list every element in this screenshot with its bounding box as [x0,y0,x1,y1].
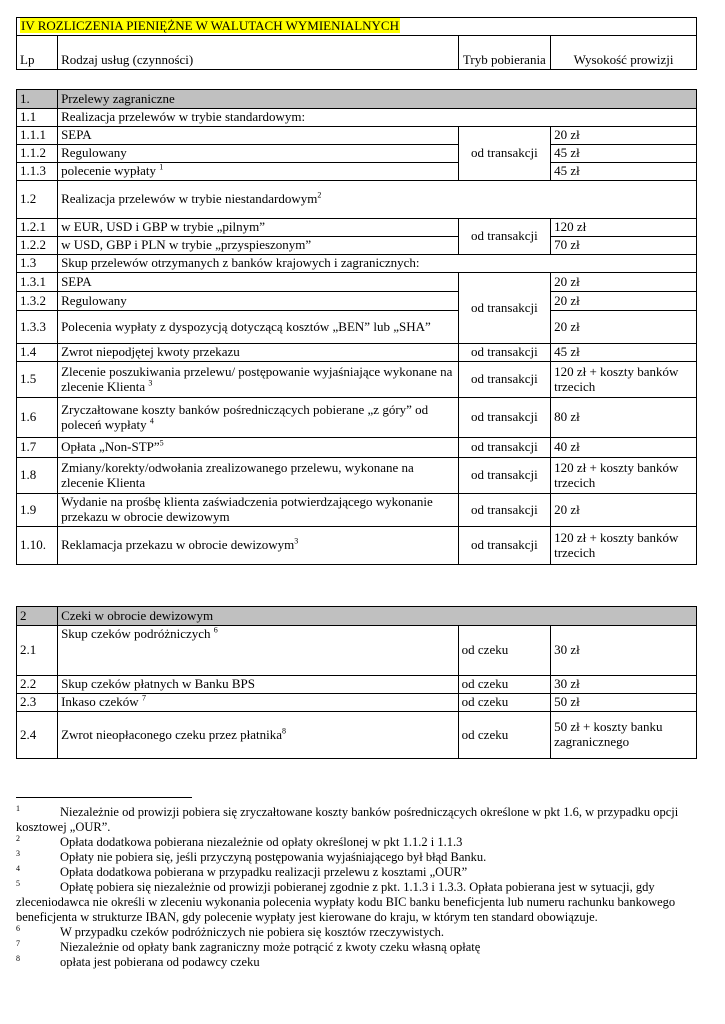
row-text: Opłata „Non-STP” [61,439,160,455]
row-fee: 20 zł [551,311,697,344]
row-fee: 30 zł [551,626,697,676]
row-text: Skup czeków płatnych w Banku BPS [58,676,459,694]
row-text: SEPA [58,273,459,292]
footnote-ref: 7 [141,693,146,703]
footnote: 5 Opłatę pobiera się niezależnie od prowizji pobieranej zgodnie z pkt. 1.1.3 i 1.3.3. Opłata pobierana jest w sytuacji, gdy zleceniodawca nie określi w zleceniu wykonania polecenia wypłaty kodu BIC banku beneficjenta lub numeru rachunku bankowego beneficjenta w strukturze IBAN, gdy polecenie wypłaty jest kierowane do kraju, w którym ten standard obowiązuje. [16,878,676,924]
row-text: w EUR, USD i GBP w trybie „pilnym” [58,219,459,237]
section-title-cell [17,18,697,36]
section1-title: Przelewy zagraniczne [58,90,697,109]
row-lp: 2.4 [17,712,58,759]
row-fee: 50 zł + koszty banku zagranicznego [551,712,697,759]
row-text: Zlecenie poszukiwania przelewu/ postępowanie wyjaśniające wykonane na zlecenie Klienta [61,363,453,394]
row-fee: 45 zł [551,145,697,163]
row-text: Zwrot nieopłaconego czeku przez płatnika [61,726,282,742]
row-lp: 1.6 [17,398,58,438]
row-text-cell [58,163,459,181]
footnote-text: Opłatę pobiera się niezależnie od prowizji pobieranej zgodnie z pkt. 1.1.3 i 1.3.3. Opłata pobierana jest w sytuacji, gdy zleceniodawca nie określi w zleceniu wykonania polecenia wypłaty kodu BIC banku beneficjenta lub numeru rachunku bankowego beneficjenta w strukturze IBAN, gdy polecenie wypłaty jest kierowane do kraju, w którym ten standard obowiązuje. [16,880,676,924]
row-lp: 1.3.1 [17,273,58,292]
footnote-text: Opłaty nie pobiera się, jeśli przyczyną postępowania wyjaśniającego był błąd Banku. [60,850,487,864]
row-mode: od transakcji [458,273,550,344]
row-text: Inkaso czeków [61,694,139,710]
row-fee: 80 zł [551,398,697,438]
col-fee-header: Wysokość prowizji [551,36,697,70]
row-mode: od transakcji [458,438,550,458]
row-lp: 1.4 [17,344,58,362]
footnote: 8 opłata jest pobierana od podawcy czeku [16,953,260,969]
row-mode: od czeku [458,676,550,694]
row-fee: 20 zł [551,273,697,292]
footnote-text: W przypadku czeków podróżniczych nie pobiera się kosztów rzeczywistych. [60,925,444,939]
row-lp: 1.10. [17,527,58,565]
row-text-cell [58,438,459,458]
footnote-text: Niezależnie od prowizji pobiera się zryczałtowane koszty banków pośredniczących określone w pkt 1.6, w przypadku opcji kosztowej „OUR”. [16,805,679,834]
row-text: Regulowany [58,145,459,163]
row-fee: 45 zł [551,344,697,362]
footnote: 7 Niezależnie od opłaty bank zagraniczny może potrącić z kwoty czeku własną opłatę [16,938,481,954]
row-lp: 2.2 [17,676,58,694]
row-mode: od czeku [458,626,550,676]
row-text: Zwrot niepodjętej kwoty przekazu [58,344,459,362]
row-fee: 120 zł + koszty banków trzecich [551,362,697,398]
row-lp: 1.1 [17,109,58,127]
row-mode: od czeku [458,694,550,712]
row-text: Realizacja przelewów w trybie standardowym: [58,109,697,127]
footnote-ref: 8 [281,726,286,736]
row-text: Skup przelewów otrzymanych z banków krajowych i zagranicznych: [58,255,697,273]
footnote-text: Opłata dodatkowa pobierana w przypadku realizacji przelewu z kosztami „OUR” [60,865,468,879]
footnote-ref: 5 [159,438,164,448]
row-text-cell [58,712,459,759]
section2-table [16,606,697,759]
row-mode: od transakcji [458,398,550,438]
row-lp: 2.1 [17,626,58,676]
row-mode: od transakcji [458,344,550,362]
row-fee: 120 zł [551,219,697,237]
section1-table [16,89,697,565]
row-lp: 1.1.1 [17,127,58,145]
footnote: 4 Opłata dodatkowa pobierana w przypadku realizacji przelewu z kosztami „OUR” [16,863,468,879]
row-mode: od transakcji [458,362,550,398]
row-mode: od transakcji [458,127,550,181]
row-fee: 120 zł + koszty banków trzecich [551,527,697,565]
row-fee: 45 zł [551,163,697,181]
footnote-ref: 1 [159,162,164,172]
row-mode: od transakcji [458,494,550,527]
header-table [16,17,697,70]
footnote-text: Niezależnie od opłaty bank zagraniczny może potrącić z kwoty czeku własną opłatę [60,940,481,954]
footnote: 6 W przypadku czeków podróżniczych nie pobiera się kosztów rzeczywistych. [16,923,444,939]
col-lp-header: Lp [17,36,58,70]
row-fee: 70 zł [551,237,697,255]
row-lp: 1.2.2 [17,237,58,255]
row-mode: od czeku [458,712,550,759]
section2-title: Czeki w obrocie dewizowym [58,607,697,626]
row-lp: 1.2.1 [17,219,58,237]
row-lp: 1.3 [17,255,58,273]
footnote-ref: 6 [213,625,218,635]
row-lp: 1.3.3 [17,311,58,344]
row-lp: 2.3 [17,694,58,712]
row-text-cell [58,181,697,219]
row-text: Wydanie na prośbę klienta zaświadczenia potwierdzającego wykonanie przekazu w obrocie dewizowym [58,494,459,527]
footnote: 1 Niezależnie od prowizji pobiera się zryczałtowane koszty banków pośredniczących określone w pkt 1.6, w przypadku opcji kosztowej „OUR”. [16,803,679,834]
row-fee: 20 zł [551,127,697,145]
row-text: Zmiany/korekty/odwołania zrealizowanego przelewu, wykonane na zlecenie Klienta [58,458,459,494]
row-text-cell [58,398,459,438]
row-fee: 50 zł [551,694,697,712]
footnote-ref: 4 [149,416,154,426]
row-text: Polecenia wypłaty z dyspozycją dotyczącą kosztów „BEN” lub „SHA” [58,311,459,344]
section2-number: 2 [17,607,58,626]
row-text: Zryczałtowane koszty banków pośredniczących pobierane „z góry” od poleceń wypłaty [61,401,429,432]
row-mode: od transakcji [458,527,550,565]
row-text: Realizacja przelewów w trybie niestandardowym [61,191,318,207]
row-lp: 1.7 [17,438,58,458]
row-lp: 1.3.2 [17,292,58,311]
footnote: 2 Opłata dodatkowa pobierana niezależnie od opłaty określonej w pkt 1.1.2 i 1.1.3 [16,833,463,849]
row-mode: od transakcji [458,458,550,494]
row-text-cell [58,694,459,712]
row-text-cell [58,626,459,676]
footnote: 3 Opłaty nie pobiera się, jeśli przyczyną postępowania wyjaśniającego był błąd Banku. [16,848,487,864]
row-lp: 1.2 [17,181,58,219]
footnote-separator [16,797,192,798]
row-lp: 1.5 [17,362,58,398]
row-fee: 30 zł [551,676,697,694]
row-lp: 1.1.3 [17,163,58,181]
row-fee: 40 zł [551,438,697,458]
footnote-ref: 3 [294,536,299,546]
footnote-ref: 2 [317,190,322,200]
row-lp: 1.9 [17,494,58,527]
row-text: w USD, GBP i PLN w trybie „przyspieszonym” [58,237,459,255]
row-mode: od transakcji [458,219,550,255]
page-title: IV ROZLICZENIA PIENIĘŻNE W WALUTACH WYMIENIALNYCH [21,18,399,34]
row-fee: 20 zł [551,292,697,311]
row-text-cell [58,527,459,565]
col-service-header: Rodzaj usług (czynności) [58,36,459,70]
row-fee: 120 zł + koszty banków trzecich [551,458,697,494]
row-lp: 1.8 [17,458,58,494]
section1-number: 1. [17,90,58,109]
row-fee: 20 zł [551,494,697,527]
row-text: Regulowany [58,292,459,311]
footnote-text: opłata jest pobierana od podawcy czeku [60,955,260,969]
row-text-cell [58,362,459,398]
row-text: polecenie wypłaty [61,163,157,179]
row-text: SEPA [58,127,459,145]
row-text: Skup czeków podróżniczych [61,626,211,641]
col-mode-header: Tryb pobierania [458,36,550,70]
row-text: Reklamacja przekazu w obrocie dewizowym [61,537,295,553]
footnotes [16,805,697,970]
footnote-ref: 3 [148,378,153,388]
row-lp: 1.1.2 [17,145,58,163]
footnote-text: Opłata dodatkowa pobierana niezależnie od opłaty określonej w pkt 1.1.2 i 1.1.3 [60,835,463,849]
